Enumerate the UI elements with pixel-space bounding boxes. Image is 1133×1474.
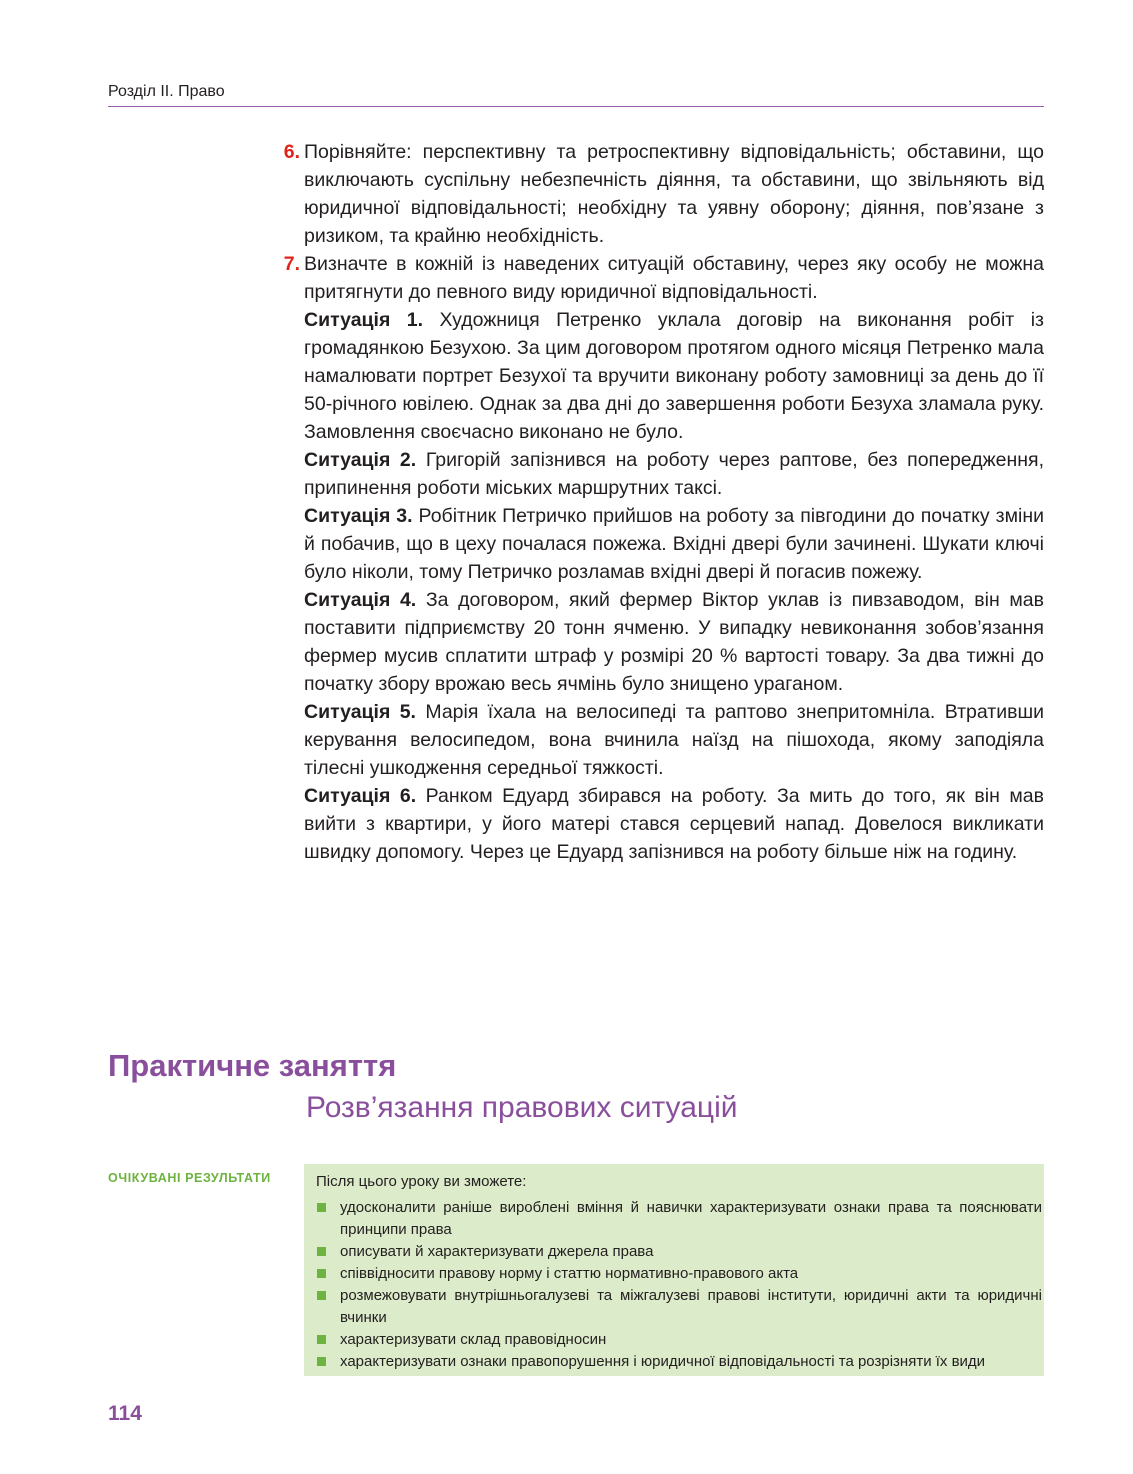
outcome-item bbox=[316, 1351, 1044, 1373]
situation-label: Ситуація 3. bbox=[304, 505, 413, 527]
square-bullet-icon bbox=[317, 1247, 326, 1256]
situation-label: Ситуація 2. bbox=[304, 449, 417, 471]
situation-text: Художниця Петренко уклала договір на виконання робіт із громадянкою Безухою. За цим договором протягом одного місяця Петренко мала намалювати портрет Безухої та вручити виконану роботу замовниці за день до її 50-річного ювілею. Однак за два дні до завершення роботи Безуха зламала руку. Замовлення своєчасно виконано не було. bbox=[304, 309, 1044, 443]
outcome-item bbox=[316, 1329, 1044, 1351]
outcomes-label: ОЧІКУВАНІ РЕЗУЛЬТАТИ bbox=[108, 1171, 271, 1185]
practice-title: Практичне заняття bbox=[108, 1048, 397, 1083]
task-text: Порівняйте: перспективну та ретроспективну відповідальність; обставини, що виключають суспільну небезпечність діяння, та обставини, що звільняють від юридичної відповідальності; необхідну та уявну оборону; діяння, пов’язане з ризиком, та крайню необхідність. bbox=[304, 141, 1044, 247]
running-head: Розділ ІІ. Право bbox=[108, 83, 225, 100]
situation-3 bbox=[304, 502, 1044, 586]
outcome-text: розмежовувати внутрішньогалузеві та міжгалузеві правові інститути, юридичні акти та юридичні вчинки bbox=[340, 1287, 1042, 1326]
situation-text: Робітник Петричко прийшов на роботу за півгодини до початку зміни й побачив, що в цеху почалася пожежа. Вхідні двері були зачинені. Шукати ключі було ніколи, тому Петричко розламав вхідні двері й погасив пожежу. bbox=[304, 505, 1044, 583]
header-divider bbox=[108, 106, 1044, 107]
situation-label: Ситуація 4. bbox=[304, 589, 417, 611]
outcome-item bbox=[316, 1241, 1044, 1263]
square-bullet-icon bbox=[317, 1269, 326, 1278]
square-bullet-icon bbox=[317, 1335, 326, 1344]
outcome-text: характеризувати ознаки правопорушення і юридичної відповідальності та розрізняти їх види bbox=[340, 1353, 986, 1370]
situation-2 bbox=[304, 446, 1044, 502]
task-number: 6. bbox=[283, 141, 300, 163]
outcome-item bbox=[316, 1263, 1044, 1285]
square-bullet-icon bbox=[317, 1357, 326, 1366]
outcome-text: описувати й характеризувати джерела права bbox=[340, 1243, 654, 1260]
outcome-item bbox=[316, 1197, 1044, 1241]
outcome-text: співвідносити правову норму і статтю нормативно-правового акта bbox=[340, 1265, 799, 1282]
situation-4 bbox=[304, 586, 1044, 698]
task-text: Визначте в кожній із наведених ситуацій обставину, через яку особу не можна притягнути до певного виду юридичної відповідальності. bbox=[304, 253, 1044, 303]
outcome-text: характеризувати склад правовідносин bbox=[340, 1331, 607, 1348]
situation-text: Григорій запізнився на роботу через раптове, без попередження, припинення роботи міських маршрутних таксі. bbox=[304, 449, 1044, 499]
outcome-text: удосконалити раніше вироблені вміння й навички характеризувати ознаки права та пояснювати принципи права bbox=[340, 1199, 1042, 1238]
situation-label: Ситуація 6. bbox=[304, 785, 417, 807]
task-number: 7. bbox=[283, 253, 300, 275]
square-bullet-icon bbox=[317, 1291, 326, 1300]
page-number: 114 bbox=[108, 1402, 142, 1425]
square-bullet-icon bbox=[317, 1203, 326, 1212]
outcomes-list bbox=[316, 1197, 1044, 1373]
situation-5 bbox=[304, 698, 1044, 782]
task-7 bbox=[276, 250, 1044, 866]
task-6 bbox=[276, 138, 1044, 250]
outcome-item bbox=[316, 1285, 1044, 1329]
outcomes-box bbox=[304, 1164, 1044, 1376]
situation-label: Ситуація 1. bbox=[304, 309, 424, 331]
task-list bbox=[276, 138, 1044, 866]
situation-6 bbox=[304, 782, 1044, 866]
situation-text: Марія їхала на велосипеді та раптово знепритомніла. Втративши керування велосипедом, вона вчинила наїзд на пішохода, якому заподіяла тілесні ушкодження середньої тяжкості. bbox=[304, 701, 1044, 779]
situation-1 bbox=[304, 306, 1044, 446]
situation-text: Ранком Едуард збирався на роботу. За мить до того, як він мав вийти з квартири, у його матері стався серцевий напад. Довелося викликати швидку допомогу. Через це Едуард запізнився на роботу більше ніж на годину. bbox=[304, 785, 1044, 863]
outcomes-intro: Після цього уроку ви зможете: bbox=[316, 1173, 527, 1190]
practice-subtitle: Розв’язання правових ситуацій bbox=[306, 1091, 738, 1124]
situation-text: За договором, який фермер Віктор уклав із пивзаводом, він мав поставити підприємству 20 тонн ячменю. У випадку невиконання зобов’язання фермер мусив сплатити штраф у розмірі 20 % вартості товару. За два тижні до початку збору врожаю весь ячмінь було знищено ураганом. bbox=[304, 589, 1044, 695]
situation-label: Ситуація 5. bbox=[304, 701, 416, 723]
